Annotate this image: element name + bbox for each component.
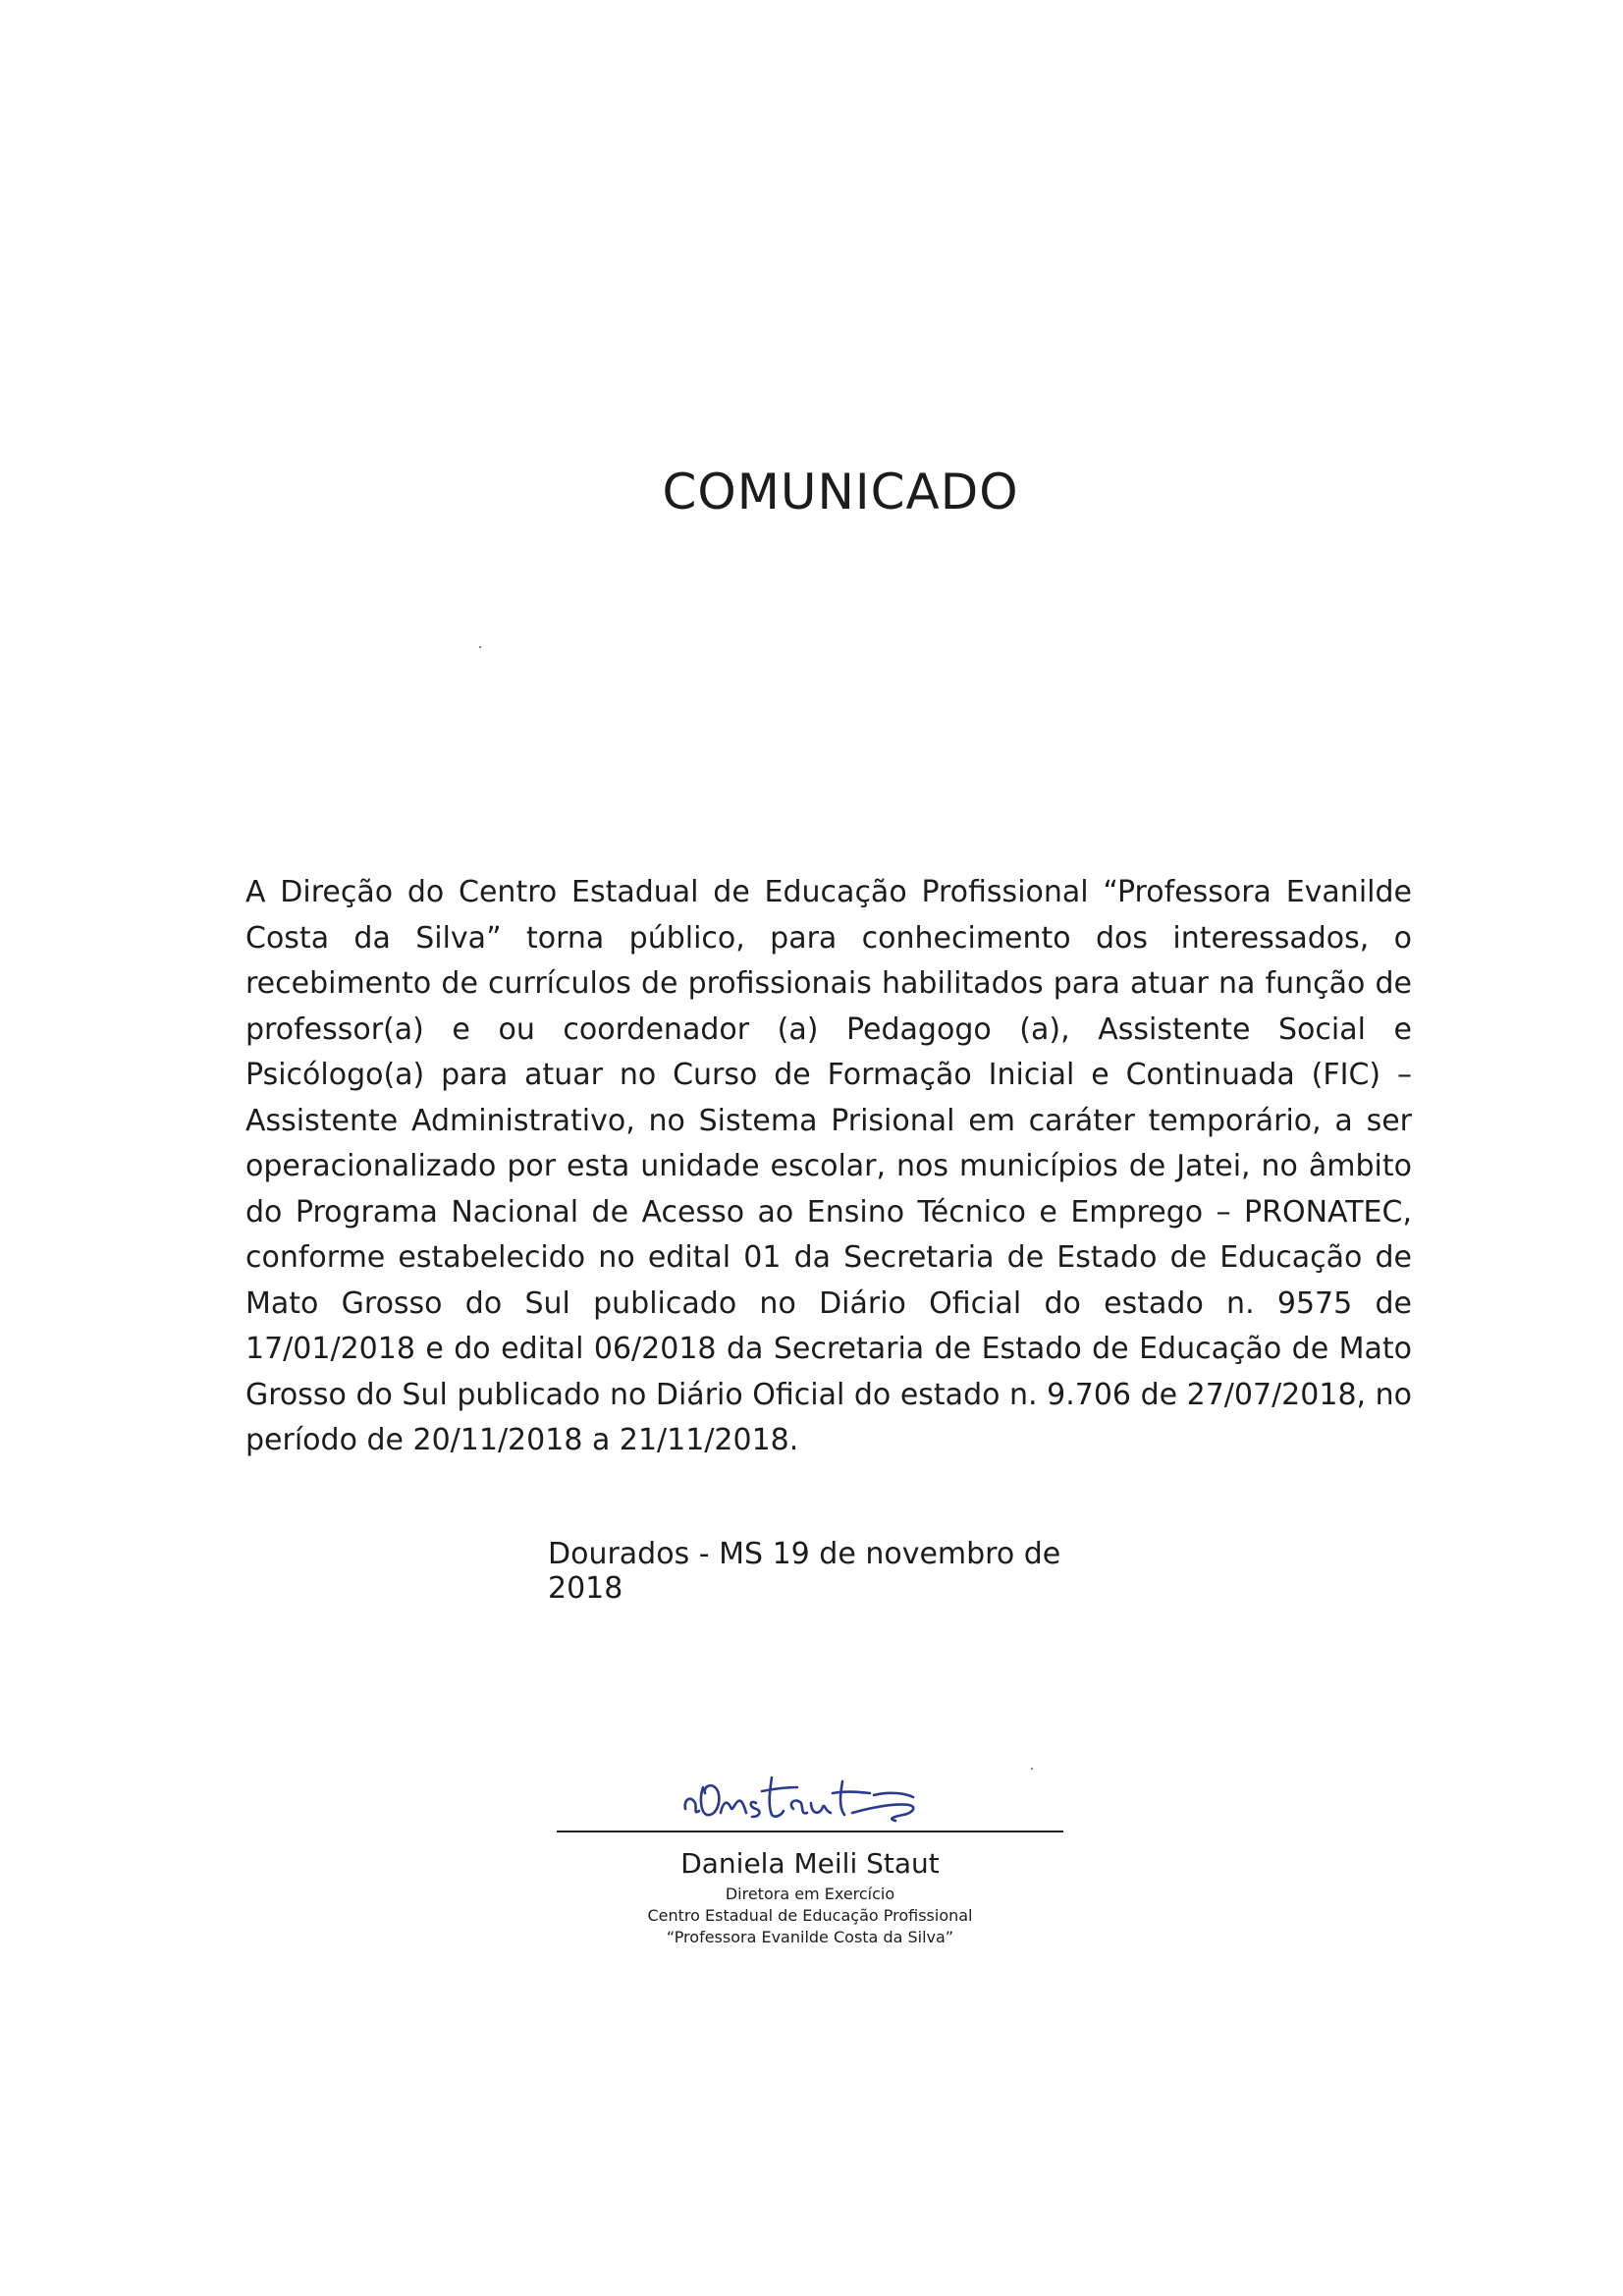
signer-organization: Centro Estadual de Educação Profissional <box>647 1906 973 1925</box>
document-title: COMUNICADO <box>662 463 1019 520</box>
handwritten-signature <box>677 1748 1001 1836</box>
signer-organization-name: “Professora Evanilde Costa da Silva” <box>666 1928 954 1946</box>
place-and-date: Dourados - MS 19 de novembro de 2018 <box>548 1537 1061 1606</box>
signer-block <box>557 1844 1063 1948</box>
body-paragraph: A Direção do Centro Estadual de Educação Profissional “Professora Evanilde Costa da Silva” torna público, para conhecimento dos interessados, o recebimento de currículos de profissionais habilitados para atuar na função de professor(a) e ou coordenador (a) Pedagogo (a), Assistente Social e Psicólogo(a) para atuar no Curso de Formação Inicial e Continuada (FIC) – Assistente Administrativo, no Sistema Prisional em caráter temporário, a ser operacionalizado por esta unidade escolar, nos municípios de Jatei, no âmbito do Programa Nacional de Acesso ao Ensino Técnico e Emprego – PRONATEC, conforme estabelecido no edital 01 da Secretaria de Estado de Educação de Mato Grosso do Sul publicado no Diário Oficial do estado n. 9575 de 17/01/2018 e do edital 06/2018 da Secretaria de Estado de Educação de Mato Grosso do Sul publicado no Diário Oficial do estado n. 9.706 de 27/07/2018, no período de 20/11/2018 a 21/11/2018. <box>245 875 1412 1457</box>
signer-name: Daniela Meili Staut <box>680 1847 940 1880</box>
scan-speck <box>1031 1768 1033 1770</box>
scan-speck <box>479 646 481 648</box>
signature-line <box>557 1831 1063 1832</box>
signer-role: Diretora em Exercício <box>725 1885 895 1903</box>
